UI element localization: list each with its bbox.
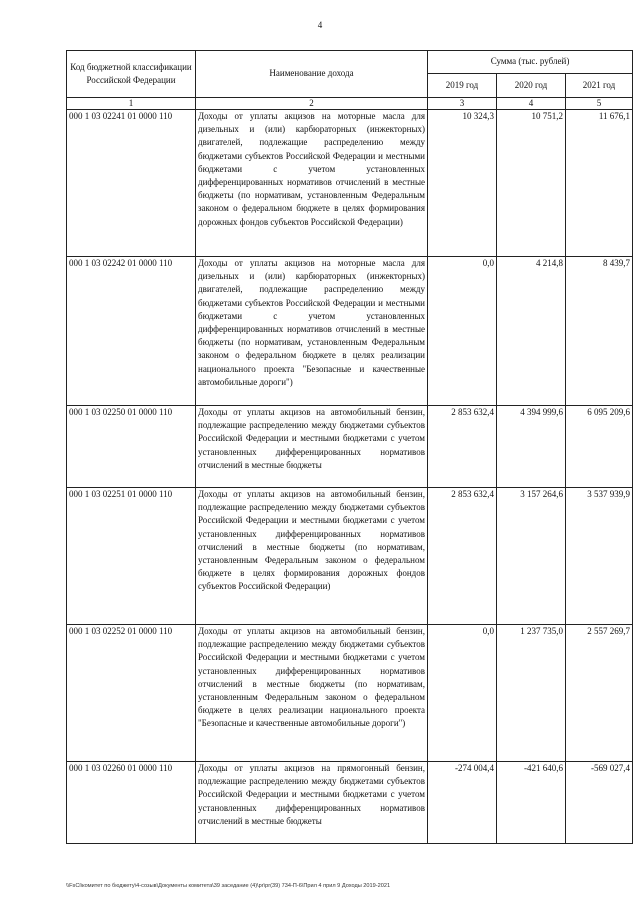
column-number: 5: [566, 98, 633, 110]
amount-2020: -421 640,6: [497, 762, 566, 844]
revenue-name: Доходы от уплаты акцизов на моторные масла для дизельных и (или) карбюраторных (инжекторных) двигателей, подлежащие распределению между бюджетами субъектов Российской Федерации и местными бюджетами с учетом установленных дифференцированных нормативов отчислений в местные бюджеты (по нормативам, установленным Федеральным законом о федеральном бюджете в целях реализации национального проекта "Безопасные и качественные автомобильные дороги"): [196, 257, 428, 406]
budget-code: 000 1 03 02241 01 0000 110: [67, 110, 196, 257]
header-2020: 2020 год: [497, 74, 566, 98]
column-number: 3: [428, 98, 497, 110]
amount-2019: 2 853 632,4: [428, 406, 497, 488]
header-name: Наименование дохода: [196, 51, 428, 98]
amount-2020: 10 751,2: [497, 110, 566, 257]
header-2021: 2021 год: [566, 74, 633, 98]
budget-code: 000 1 03 02242 01 0000 110: [67, 257, 196, 406]
amount-2021: 11 676,1: [566, 110, 633, 257]
amount-2019: 2 853 632,4: [428, 488, 497, 625]
column-number: 1: [67, 98, 196, 110]
file-path-footer: \\FsCi\комитет по бюджету\4-созыв\Документы комитета\39 заседание (4)\pr\pr(39) 734-П-6\Прил 4 прил 9 Доходы 2019-2021: [66, 883, 391, 889]
revenue-name: Доходы от уплаты акцизов на прямогонный бензин, подлежащие распределению между бюджетами субъектов Российской Федерации и местными бюджетами с учетом установленных дифференцированных нормативов отчислений в местные бюджеты: [196, 762, 428, 844]
table-row: [67, 625, 633, 762]
header-2019: 2019 год: [428, 74, 497, 98]
amount-2019: -274 004,4: [428, 762, 497, 844]
page-number: 4: [317, 20, 323, 30]
table-row: [67, 406, 633, 488]
budget-code: 000 1 03 02252 01 0000 110: [67, 625, 196, 762]
header-code: Код бюджетной классификации Российской Федерации: [67, 51, 196, 98]
amount-2021: 2 557 269,7: [566, 625, 633, 762]
amount-2020: 4 394 999,6: [497, 406, 566, 488]
revenue-table: [66, 50, 633, 844]
amount-2021: -569 027,4: [566, 762, 633, 844]
revenue-name: Доходы от уплаты акцизов на моторные масла для дизельных и (или) карбюраторных (инжекторных) двигателей, подлежащие распределению между бюджетами субъектов Российской Федерации и местными бюджетами с учетом установленных дифференцированных нормативов отчислений в местные бюджеты (по нормативам, установленным Федеральным законом о федеральном бюджете в целях формирования дорожных фондов субъектов Российской Федерации): [196, 110, 428, 257]
amount-2020: 3 157 264,6: [497, 488, 566, 625]
budget-code: 000 1 03 02250 01 0000 110: [67, 406, 196, 488]
revenue-name: Доходы от уплаты акцизов на автомобильный бензин, подлежащие распределению между бюджетами субъектов Российской Федерации и местными бюджетами с учетом установленных дифференцированных нормативов отчислений в местные бюджеты: [196, 406, 428, 488]
column-number: 4: [497, 98, 566, 110]
budget-code: 000 1 03 02251 01 0000 110: [67, 488, 196, 625]
amount-2021: 3 537 939,9: [566, 488, 633, 625]
table-row: [67, 488, 633, 625]
amount-2019: 10 324,3: [428, 110, 497, 257]
amount-2020: 1 237 735,0: [497, 625, 566, 762]
header-sum: Сумма (тыс. рублей): [428, 51, 633, 74]
amount-2021: 6 095 209,6: [566, 406, 633, 488]
amount-2021: 8 439,7: [566, 257, 633, 406]
budget-code: 000 1 03 02260 01 0000 110: [67, 762, 196, 844]
table-row: [67, 257, 633, 406]
column-number-row: [67, 98, 633, 110]
amount-2020: 4 214,8: [497, 257, 566, 406]
amount-2019: 0,0: [428, 257, 497, 406]
amount-2019: 0,0: [428, 625, 497, 762]
table-row: [67, 110, 633, 257]
revenue-name: Доходы от уплаты акцизов на автомобильный бензин, подлежащие распределению между бюджетами субъектов Российской Федерации и местными бюджетами с учетом установленных дифференцированных нормативов отчислений в местные бюджеты (по нормативам, установленным Федеральным законом о федеральном бюджете в целях реализации национального проекта "Безопасные и качественные автомобильные дороги"): [196, 625, 428, 762]
revenue-name: Доходы от уплаты акцизов на автомобильный бензин, подлежащие распределению между бюджетами субъектов Российской Федерации и местными бюджетами с учетом установленных дифференцированных нормативов отчислений в местные бюджеты (по нормативам, установленным Федеральным законом о федеральном бюджете в целях формирования дорожных фондов субъектов Российской Федерации): [196, 488, 428, 625]
column-number: 2: [196, 98, 428, 110]
table-row: [67, 762, 633, 844]
